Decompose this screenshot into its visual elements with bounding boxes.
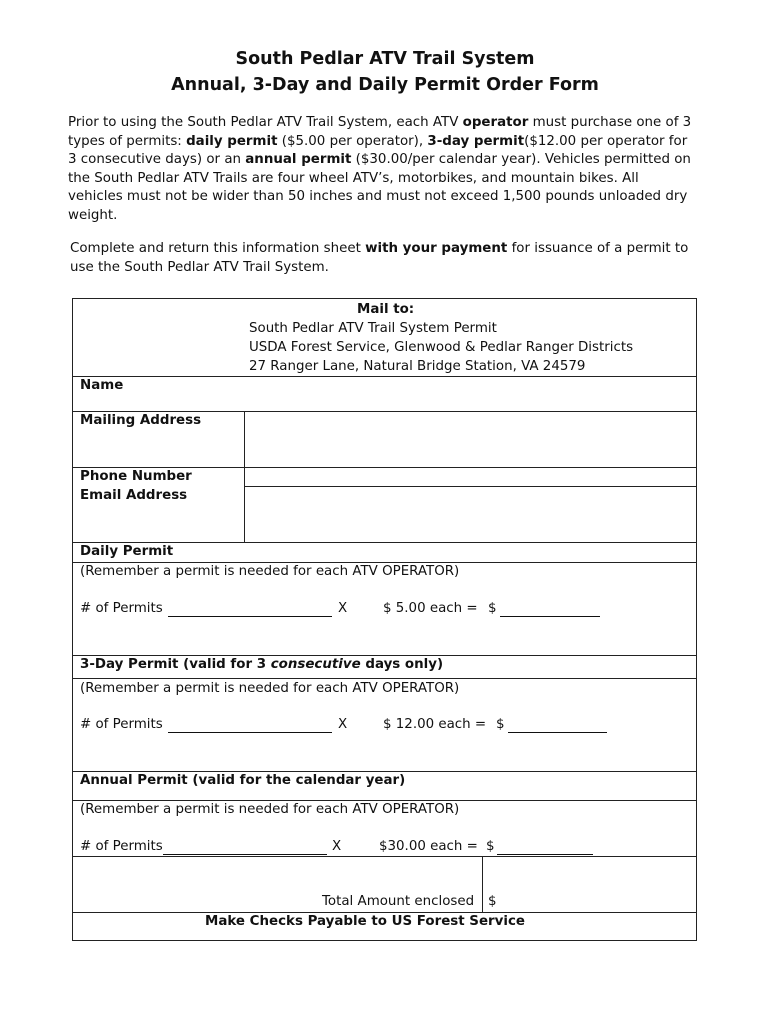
daily-amount-field[interactable] bbox=[500, 603, 600, 617]
daily-permit-reminder: (Remember a permit is needed for each ATV OPERATOR) bbox=[80, 564, 460, 579]
name-field[interactable] bbox=[190, 377, 695, 410]
phone-number-label: Phone Number bbox=[80, 469, 192, 484]
checks-payable-note: Make Checks Payable to US Forest Service bbox=[205, 914, 525, 929]
mail-address-line2: USDA Forest Service, Glenwood & Pedlar Ranger Districts bbox=[249, 340, 634, 355]
three-day-dollar-sign: $ bbox=[496, 717, 505, 732]
annual-amount-field[interactable] bbox=[497, 841, 593, 855]
three-day-permits-label: # of Permits bbox=[80, 717, 163, 732]
table-bottom-border bbox=[72, 940, 697, 941]
three-day-amount-field[interactable] bbox=[508, 719, 607, 733]
daily-dollar-sign: $ bbox=[488, 601, 497, 616]
total-divider bbox=[482, 856, 483, 912]
daily-multiply-sign: X bbox=[338, 601, 348, 616]
name-label: Name bbox=[80, 378, 124, 393]
table-top-border bbox=[72, 298, 697, 299]
daily-permits-count-field[interactable] bbox=[168, 603, 332, 617]
three-day-multiply-sign: X bbox=[338, 717, 348, 732]
three-day-permit-reminder: (Remember a permit is needed for each ATV OPERATOR) bbox=[80, 681, 460, 696]
field-divider bbox=[244, 411, 245, 542]
three-day-permits-count-field[interactable] bbox=[168, 719, 332, 733]
annual-price: $30.00 each = bbox=[379, 839, 478, 854]
three-day-permit-heading: 3-Day Permit (valid for 3 consecutive days only) bbox=[80, 657, 444, 672]
annual-permits-label: # of Permits bbox=[80, 839, 163, 854]
annual-permits-count-field[interactable] bbox=[163, 841, 327, 855]
annual-dollar-sign: $ bbox=[486, 839, 495, 854]
daily-permits-label: # of Permits bbox=[80, 601, 163, 616]
daily-price: $ 5.00 each = bbox=[383, 601, 478, 616]
email-address-label: Email Address bbox=[80, 488, 188, 503]
table-left-border bbox=[72, 298, 73, 941]
mail-address-line1: South Pedlar ATV Trail System Permit bbox=[249, 321, 497, 336]
annual-permit-reminder: (Remember a permit is needed for each ATV OPERATOR) bbox=[80, 802, 460, 817]
total-dollar-sign: $ bbox=[488, 894, 497, 909]
form-title-line2: Annual, 3-Day and Daily Permit Order Form bbox=[171, 75, 599, 95]
mail-address-line3: 27 Ranger Lane, Natural Bridge Station, VA 24579 bbox=[249, 359, 586, 374]
annual-permit-heading: Annual Permit (valid for the calendar year) bbox=[80, 773, 406, 788]
table-right-border bbox=[696, 298, 697, 941]
mailing-address-label: Mailing Address bbox=[80, 413, 202, 428]
phone-number-field[interactable] bbox=[246, 468, 695, 485]
instructions-paragraph: Complete and return this information sheet with your payment for issuance of a permit to use the South Pedlar ATV Trail System. bbox=[70, 241, 689, 275]
total-amount-label: Total Amount enclosed bbox=[322, 894, 475, 909]
daily-permit-heading: Daily Permit bbox=[80, 544, 174, 559]
intro-paragraph: Prior to using the South Pedlar ATV Trail System, each ATV operator must purchase one of 3 types of permits: daily permit ($5.00 per operator), 3-day permit($12.00 per operator for 3 consecutive days) or an annual permit ($30.00/per calendar year). Vehicles permitted on the South Pedlar ATV Trails are four wheel ATV’s, motorbikes, and mountain bikes. All vehicles must not be wider than 50 inches and must not exceed 1,500 pounds unloaded dry weight. bbox=[68, 115, 692, 223]
form-title-line1: South Pedlar ATV Trail System bbox=[235, 49, 535, 69]
mail-to-heading: Mail to: bbox=[357, 302, 415, 317]
annual-multiply-sign: X bbox=[332, 839, 342, 854]
total-amount-field[interactable] bbox=[500, 858, 694, 910]
mailing-address-field[interactable] bbox=[246, 412, 695, 466]
three-day-price: $ 12.00 each = bbox=[383, 717, 487, 732]
email-address-field[interactable] bbox=[246, 487, 695, 541]
